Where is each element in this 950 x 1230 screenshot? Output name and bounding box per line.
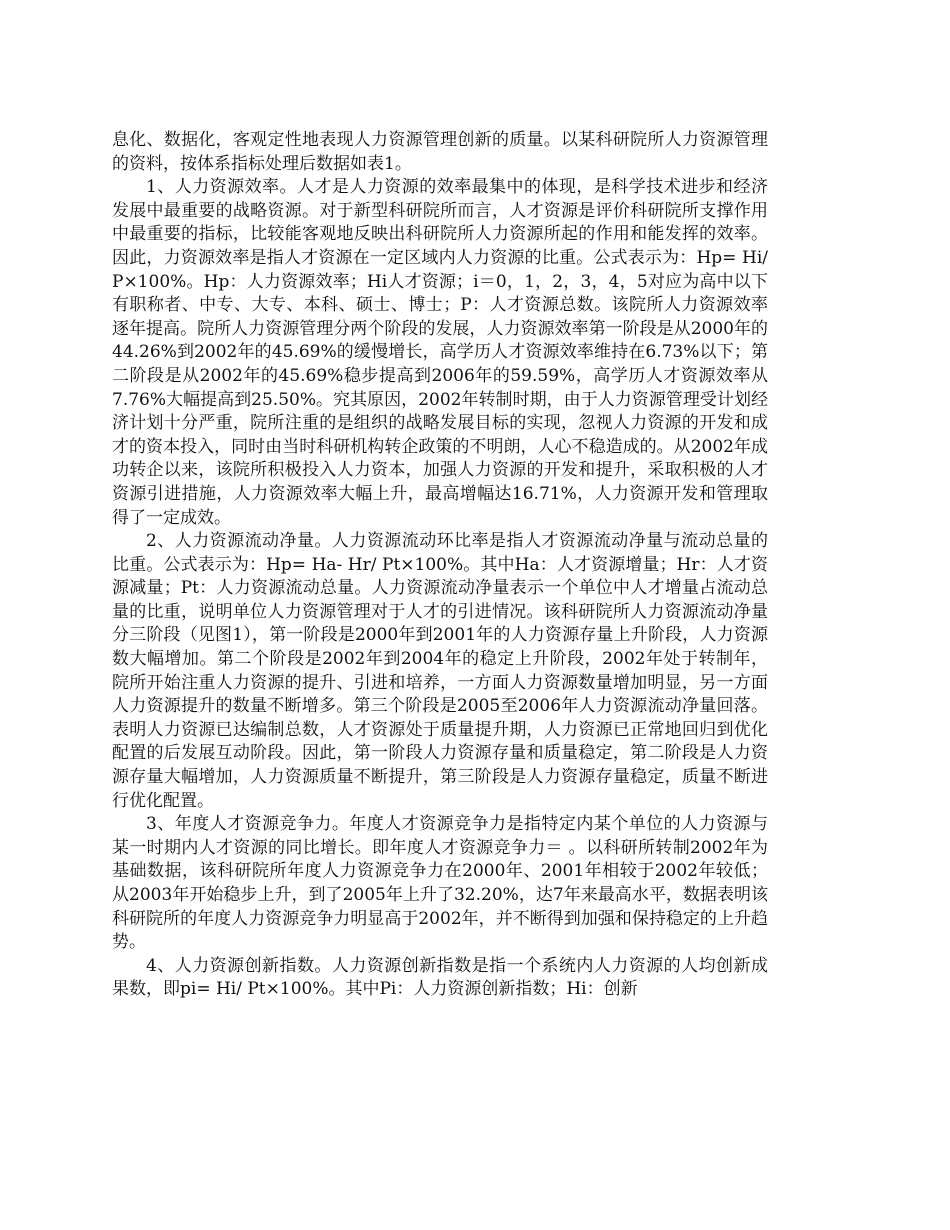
paragraph-hr-flow: 2、人力资源流动净量。人力资源流动环比率是指人才资源流动净量与流动总量的比重。公式表示为：Hp= Ha- Hr/ Pt×100%。其中Ha：人才资源增量；Hr：人才资源减量；Pt：人力资源流动总量。人力资源流动净量表示一个单位中人才增量占流动总量的比重，说明单位人力资源管理对于人才的引进情况。该科研院所人力资源流动净量分三阶段（见图1），第一阶段是2000年到2001年的人力资源存量上升阶段，人力资源数大幅增加。第二个阶段是2002年到2004年的稳定上升阶段，2002年处于转制年，院所开始注重人力资源的提升、引进和培养，一方面人力资源数量增加明显，另一方面人力资源提升的数量不断增多。第三个阶段是2005至2006年人力资源流动净量回落。表明人力资源已达编制总数，人才资源处于质量提升期，人力资源已正常地回归到优化配置的后发展互动阶段。因此，第一阶段人力资源存量和质量稳定，第二阶段是人力资源存量大幅增加，人力资源质量不断提升，第三阶段是人力资源存量稳定，质量不断进行优化配置。 <box>112 531 768 811</box>
paragraph-innovation-index: 4、人力资源创新指数。人力资源创新指数是指一个系统内人力资源的人均创新成果数，即pi= Hi/ Pt×100%。其中Pi：人力资源创新指数；Hi：创新 <box>112 955 768 1000</box>
document-page <box>112 129 768 1002</box>
paragraph-talent-competitiveness: 3、年度人才资源竞争力。年度人才资源竞争力是指特定内某个单位的人力资源与某一时期内人才资源的同比增长。即年度人才资源竞争力＝ 。以科研所转制2002年为基础数据，该科研院所年度人力资源竞争力在2000年、2001年相较于2002年较低；从2003年开始稳步上升，到了2005年上升了32.20%，达7年来最高水平，数据表明该科研院所的年度人力资源竞争力明显高于2002年，并不断得到加强和保持稳定的上升趋势。 <box>112 814 768 953</box>
paragraph-intro: 息化、数据化，客观定性地表现人力资源管理创新的质量。以某科研院所人力资源管理的资料，按体系指标处理后数据如表1。 <box>112 130 768 174</box>
paragraph-hr-efficiency: 1、人力资源效率。人才是人力资源的效率最集中的体现，是科学技术进步和经济发展中最重要的战略资源。对于新型科研院所而言，人才资源是评价科研院所支撑作用中最重要的指标，比较能客观地反映出科研院所人力资源所起的作用和能发挥的效率。因此，力资源效率是指人才资源在一定区域内人力资源的比重。公式表示为：Hp= Hi/ P×100%。Hp：人力资源效率；Hi人才资源；i＝0，1，2，3，4，5对应为高中以下有职称者、中专、大专、本科、硕士、博士；P：人才资源总数。该院所人力资源效率逐年提高。院所人力资源管理分两个阶段的发展，人力资源效率第一阶段是从2000年的44.26%到2002年的45.69%的缓慢增长，高学历人才资源效率维持在6.73%以下；第二阶段是从2002年的45.69%稳步提高到2006年的59.59%，高学历人才资源效率从7.76%大幅提高到25.50%。究其原因，2002年转制时期，由于人力资源管理受计划经济计划十分严重，院所注重的是组织的战略发展目标的实现，忽视人力资源的开发和成才的资本投入，同时由当时科研机构转企政策的不明朗，人心不稳造成的。从2002年成功转企以来，该院所积极投入人力资本，加强人力资源的开发和提升，采取积极的人才资源引进措施，人力资源效率大幅上升，最高增幅达16.71%，人力资源开发和管理取得了一定成效。 <box>112 177 768 528</box>
